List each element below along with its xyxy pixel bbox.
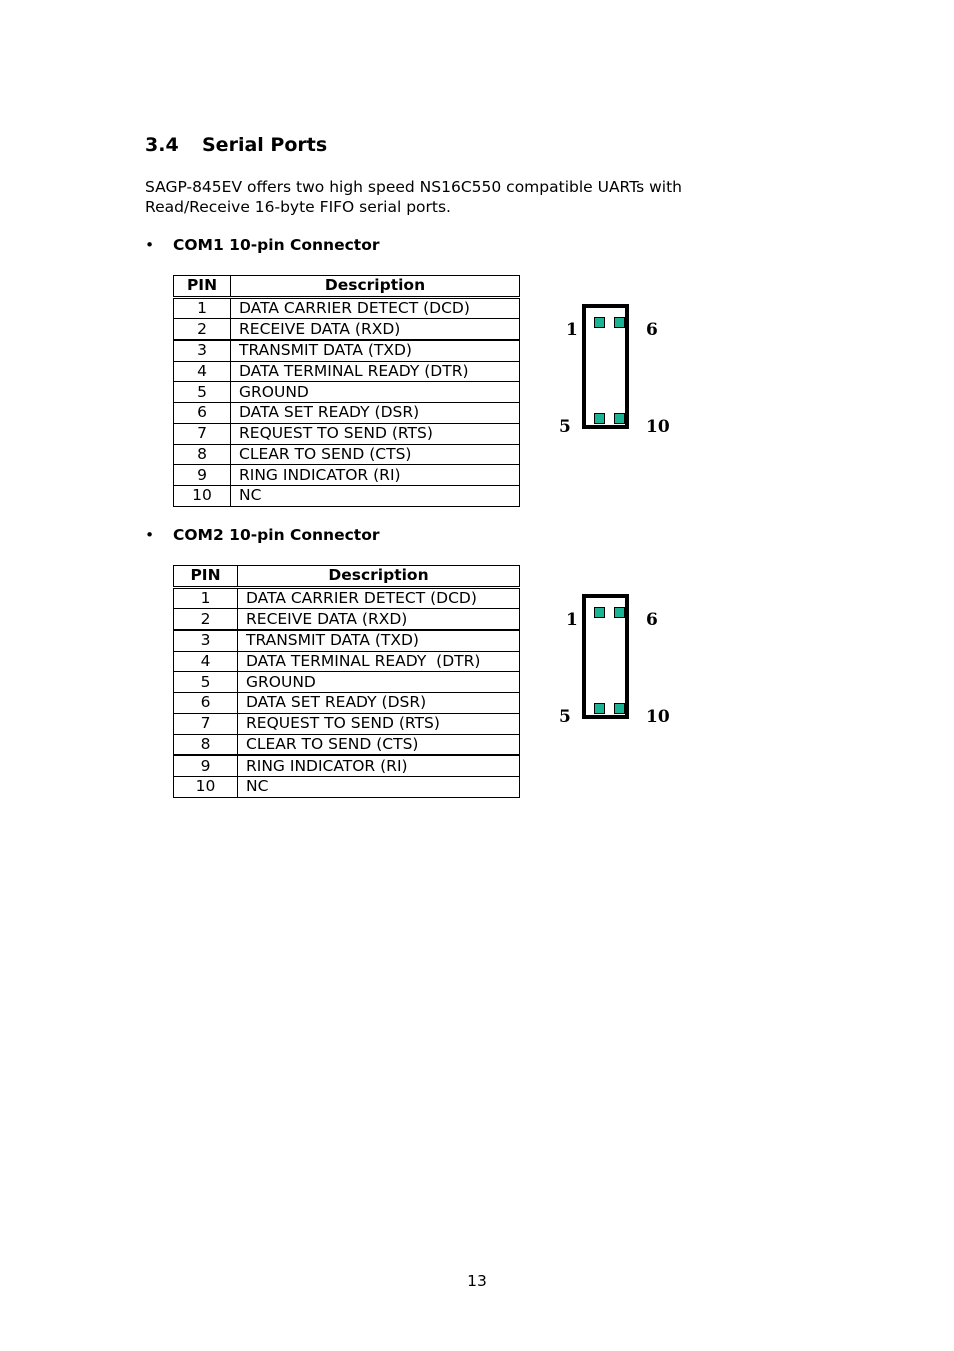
table-row [174,630,520,651]
pin-number: 6 [174,403,231,424]
table-row [174,587,520,609]
pin-number: 4 [174,361,231,382]
table-row [174,319,520,340]
table-row [174,755,520,776]
pin-number: 9 [174,465,231,486]
table-row [174,361,520,382]
pin-number: 5 [174,672,238,693]
pin-description: RECEIVE DATA (RXD) [238,609,520,630]
pin-number: 9 [174,755,238,776]
table-row [174,734,520,755]
com1-bullet [145,236,380,254]
connector-header-outline [582,594,629,719]
pin-number: 10 [174,485,231,506]
com2-bullet [145,526,380,544]
pin-number: 7 [174,423,231,444]
pin-description: NC [231,485,520,506]
pin-number: 4 [174,651,238,672]
com1-label-bottom-left: 5 [559,417,571,437]
section-number: 3.4 [145,134,179,156]
com1-pin-table [173,275,520,507]
pin-number: 10 [174,776,238,797]
pin-number: 5 [174,382,231,403]
table-row [174,693,520,714]
section-heading [145,134,327,156]
table-row [174,382,520,403]
pin-header: PIN [174,276,231,298]
com2-label-top-right: 6 [646,610,658,630]
table-row [174,444,520,465]
intro-line-2: Read/Receive 16-byte FIFO serial ports. [145,197,451,216]
pin-description: CLEAR TO SEND (CTS) [238,734,520,755]
pin-description: DATA CARRIER DETECT (DCD) [238,587,520,609]
description-header: Description [231,276,520,298]
pin-description: DATA SET READY (DSR) [238,693,520,714]
table-row [174,651,520,672]
pin-description: GROUND [231,382,520,403]
table-header-row [174,566,520,588]
description-header: Description [238,566,520,588]
table-row [174,340,520,361]
pin-5-square [594,413,605,424]
pin-description: NC [238,776,520,797]
section-title: Serial Ports [202,134,328,156]
pin-10-square [614,703,625,714]
pin-number: 2 [174,319,231,340]
pin-header: PIN [174,566,238,588]
pin-1-square [594,607,605,618]
pin-description: TRANSMIT DATA (TXD) [231,340,520,361]
com2-label-bottom-right: 10 [646,707,670,727]
table-row [174,403,520,424]
table-row [174,713,520,734]
intro-paragraph [145,178,785,217]
table-row [174,776,520,797]
pin-description: RING INDICATOR (RI) [231,465,520,486]
page-number: 13 [467,1272,487,1290]
pin-5-square [594,703,605,714]
table-row [174,609,520,630]
pin-description: REQUEST TO SEND (RTS) [231,423,520,444]
pin-description: REQUEST TO SEND (RTS) [238,713,520,734]
pin-description: RING INDICATOR (RI) [238,755,520,776]
pin-description: GROUND [238,672,520,693]
bullet-marker: • [145,526,155,544]
com2-title: COM2 10-pin Connector [173,526,380,544]
table-row [174,423,520,444]
pin-number: 6 [174,693,238,714]
pin-description: RECEIVE DATA (RXD) [231,319,520,340]
connector-header-outline [582,304,629,429]
com2-label-top-left: 1 [566,610,578,630]
pin-description: TRANSMIT DATA (TXD) [238,630,520,651]
com2-connector-diagram [557,594,687,734]
pin-number: 1 [174,297,231,319]
table-row [174,465,520,486]
pin-number: 3 [174,340,231,361]
com2-label-bottom-left: 5 [559,707,571,727]
pin-10-square [614,413,625,424]
pin-description: DATA SET READY (DSR) [231,403,520,424]
pin-description: DATA CARRIER DETECT (DCD) [231,297,520,319]
com1-connector-diagram [557,304,687,444]
intro-line-1: SAGP-845EV offers two high speed NS16C550 compatible UARTs with [145,178,682,196]
pin-description: DATA TERMINAL READY (DTR) [231,361,520,382]
table-header-row [174,276,520,298]
pin-description: CLEAR TO SEND (CTS) [231,444,520,465]
pin-number: 3 [174,630,238,651]
pin-6-square [614,607,625,618]
pin-description: DATA TERMINAL READY (DTR) [238,651,520,672]
pin-number: 7 [174,713,238,734]
pin-number: 2 [174,609,238,630]
bullet-marker: • [145,236,155,254]
com1-label-top-right: 6 [646,320,658,340]
pin-number: 1 [174,587,238,609]
pin-number: 8 [174,734,238,755]
com1-label-bottom-right: 10 [646,417,670,437]
table-row [174,672,520,693]
table-row [174,485,520,506]
com1-label-top-left: 1 [566,320,578,340]
com2-pin-table [173,565,520,798]
pin-1-square [594,317,605,328]
pin-number: 8 [174,444,231,465]
com1-title: COM1 10-pin Connector [173,236,380,254]
pin-6-square [614,317,625,328]
table-row [174,297,520,319]
